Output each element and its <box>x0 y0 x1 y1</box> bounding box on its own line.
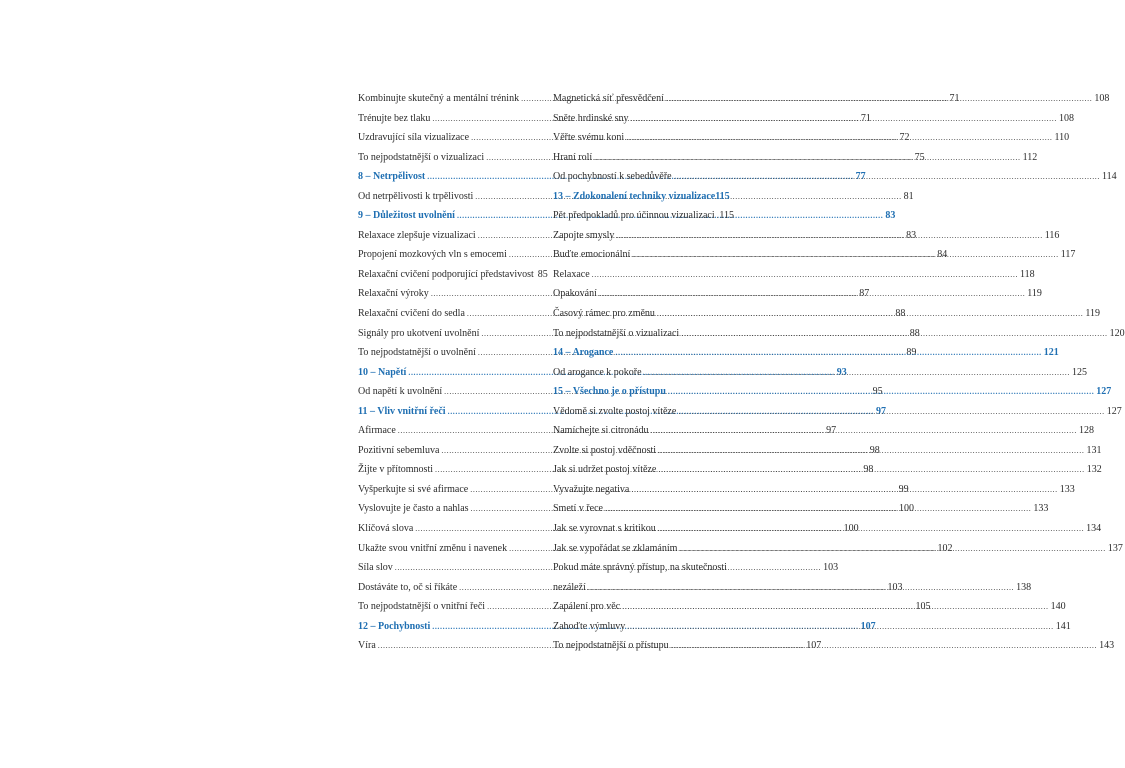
toc-entry-title: Magnetická síť přesvědčení <box>553 93 664 104</box>
toc-entry-title: Kombinujte skutečný a mentální trénink <box>358 93 520 104</box>
toc-page-number: 98 <box>869 444 880 456</box>
toc-page-number: 71 <box>949 93 960 104</box>
toc-page-number: 118 <box>1020 268 1035 280</box>
toc-entry <box>553 206 734 226</box>
toc-entry-title: 9 – Důležitost uvolnění <box>358 210 455 222</box>
toc-entry-title: Sněte hrdinské sny <box>553 112 629 124</box>
toc-page-number: 77 <box>855 171 866 183</box>
toc-entry-title: Jak si udržet postoj vítěze <box>553 464 657 476</box>
toc-page-number: 83 <box>906 229 917 241</box>
toc-page-number: 117 <box>1060 249 1076 261</box>
toc-entry-title: Opakování <box>553 288 597 300</box>
toc-dot-leader <box>631 480 1057 500</box>
toc-dot-leader <box>666 89 1092 109</box>
toc-page-number: 138 <box>1016 581 1032 593</box>
toc-entry-title: Od arogance k pokoře <box>553 366 642 378</box>
toc-page-number: 108 <box>1094 93 1110 104</box>
toc-entry-title: Relaxační cvičení do sedla <box>358 308 465 320</box>
toc-dot-leader <box>592 265 1018 285</box>
toc-page-number: 84 <box>937 249 948 261</box>
toc-page-number: 102 <box>937 542 953 554</box>
toc-entry-title: To nejpodstatnější o přístupu <box>553 640 669 652</box>
toc-dot-leader <box>678 402 1104 422</box>
toc-dot-leader <box>605 499 1031 519</box>
toc-dot-leader <box>627 617 1053 637</box>
toc-entry-title: Žijte v přítomnosti <box>358 464 433 476</box>
toc-dot-leader <box>651 421 1077 441</box>
toc-dot-leader <box>622 597 1048 617</box>
toc-page-number: 119 <box>1027 288 1042 300</box>
toc-entry <box>553 265 1035 285</box>
toc-entry-title: Relaxační výroky <box>358 288 429 300</box>
toc-dot-leader <box>588 578 1014 598</box>
toc-entry-title: Buďte emocionální <box>553 249 631 261</box>
toc-entry-title: Dostáváte to, oč si říkáte <box>358 581 458 593</box>
toc-dot-leader <box>615 343 1041 363</box>
toc-entry-title: Trénujte bez tlaku <box>358 112 431 124</box>
toc-page-number: 119 <box>1085 308 1100 320</box>
toc-entry-title: Ukažte svou vnitřní změnu i navenek <box>358 542 508 554</box>
toc-entry-title: To nejpodstatnější o vizualizaci <box>358 151 485 163</box>
toc-page-number: 107 <box>806 640 822 652</box>
toc-page-number: 88 <box>895 308 906 320</box>
toc-entry-title: Zapojte smysly <box>553 229 615 241</box>
toc-entry-title: Hraní rolí <box>553 151 593 163</box>
toc-page-number: 115 <box>719 210 734 222</box>
toc-page-number: 132 <box>1086 464 1102 476</box>
toc-entry-title: Pět předpokladů pro účinnou vizualizaci <box>553 210 715 222</box>
toc-page-number: 127 <box>1096 386 1112 398</box>
toc-entry-title: Smetí v řece <box>553 503 603 515</box>
toc-entry-title: 10 – Napětí <box>358 366 407 378</box>
toc-dot-leader <box>658 441 1084 461</box>
toc-entry-title: 15 – Všechno je o přístupu <box>553 386 666 398</box>
toc-entry-title: Časový rámec pro změnu <box>553 308 655 320</box>
toc-entry-title: Signály pro ukotvení uvolnění <box>358 327 480 339</box>
toc-page-number: 89 <box>906 347 917 359</box>
toc-page-number: 107 <box>860 620 876 632</box>
toc-page-number: 93 <box>836 366 847 378</box>
toc-entry-title: 11 – Vliv vnitřní řeči <box>358 405 446 417</box>
toc-dot-leader <box>657 304 1083 324</box>
toc-entry-title: Vyslovujte je často a nahlas <box>358 503 469 515</box>
toc-page-number: 121 <box>1043 347 1059 359</box>
toc-entry-title: 8 – Netrpělivost <box>358 171 426 183</box>
toc-entry-title: Zvolte si postoj vděčnosti <box>553 444 657 456</box>
toc-entry-title: 13 – Zdokonalení techniky vizualizace <box>553 190 716 202</box>
toc-entry-title: Relaxace <box>553 268 590 280</box>
toc-page-number: 83 <box>885 210 896 222</box>
toc-entry-title: Zapálení pro věc <box>553 601 621 613</box>
toc-entry-title: To nejpodstatnější o uvolnění <box>358 347 476 359</box>
toc-page-number: 125 <box>1071 366 1087 378</box>
toc-entry-title: Jak se vypořádat se zklamáním <box>553 542 678 554</box>
toc-entry <box>358 265 548 285</box>
toc-page-number: 103 <box>823 562 839 574</box>
toc-dot-leader <box>717 206 718 226</box>
toc-page-number: 134 <box>1086 523 1102 535</box>
toc-entry-title: Vyvažujte negativa <box>553 483 630 495</box>
toc-dot-leader <box>668 382 1094 402</box>
toc-page-number: 143 <box>1099 640 1115 652</box>
toc-page-number: 133 <box>1059 483 1075 495</box>
toc-dot-leader <box>616 226 1042 246</box>
toc-entry-title: To nejpodstatnější o vizualizaci <box>553 327 680 339</box>
toc-page-number: 97 <box>876 405 886 417</box>
toc-entry-title: Jak se vyrovnat s kritikou <box>553 523 656 535</box>
toc-entry-title: Zahoďte výmluvy <box>553 620 626 632</box>
toc-page-number: 114 <box>1102 171 1117 183</box>
toc-entry-title: Od netrpělivosti k trpělivosti <box>358 190 474 202</box>
toc-dot-leader <box>674 167 1100 187</box>
toc-entry-title: 12 – Pochybnosti <box>358 620 431 632</box>
toc-entry-title: Síla slov <box>358 562 393 574</box>
toc-page-number: 85 <box>537 268 548 280</box>
toc-dot-leader <box>644 363 1070 383</box>
toc-entry-title: Od pochybností k sebedůvěře <box>553 171 672 183</box>
toc-page-number: 133 <box>1033 503 1049 515</box>
toc-page-number: 97 <box>826 425 837 437</box>
toc-dot-leader <box>632 245 1058 265</box>
toc-dot-leader <box>626 128 1052 148</box>
toc-entry-title: Klíčová slova <box>358 523 414 535</box>
toc-dot-leader <box>658 519 1084 539</box>
toc-page-number: 71 <box>860 112 871 124</box>
toc-page-number: 100 <box>843 523 859 535</box>
toc-page-number: 128 <box>1078 425 1094 437</box>
toc-entry-title: 14 – Arogance <box>553 347 614 359</box>
toc-chapter-heading <box>553 187 734 207</box>
toc-dot-leader <box>599 284 1025 304</box>
toc-page-number: 120 <box>1109 327 1125 339</box>
toc-page-number: 100 <box>898 503 914 515</box>
toc-entry-title: Vědomě si zvolte postoj vítěze <box>553 405 677 417</box>
toc-entry-title: Relaxační cvičení podporující představivost <box>358 268 534 280</box>
toc-entry <box>553 558 734 578</box>
toc-page-number: 137 <box>1107 542 1123 554</box>
toc-entry-title: Propojení mozkových vln s emocemi <box>358 249 507 261</box>
toc-dot-leader <box>681 324 1107 344</box>
toc-page-number: 81 <box>903 190 914 202</box>
toc-page-number: 103 <box>887 581 903 593</box>
toc-entry-title: Pozitivní sebemluva <box>358 444 440 456</box>
toc-entry-title: Víra <box>358 640 376 652</box>
toc-page-number: 75 <box>914 151 925 163</box>
toc-page-number: 141 <box>1055 620 1071 632</box>
toc-page-number: 88 <box>909 327 920 339</box>
toc-page-number: 98 <box>863 464 874 476</box>
toc-page-number: 131 <box>1086 444 1102 456</box>
toc-entry-title: Věřte svému koni <box>553 132 625 144</box>
toc-entry-title: Od napětí k uvolnění <box>358 386 443 398</box>
toc-page-number: 116 <box>1044 229 1060 241</box>
toc-entry-title: Namíchejte si citronádu <box>553 425 649 437</box>
toc-entry-title: nezáleží <box>553 581 586 593</box>
toc-page-number: 110 <box>1054 132 1070 144</box>
toc-entry-title: Relaxace zlepšuje vizualizaci <box>358 229 476 241</box>
toc-dot-leader <box>594 148 1020 168</box>
toc-page-number: 72 <box>899 132 910 144</box>
toc-entry-title: To nejpodstatnější o vnitřní řeči <box>358 601 486 613</box>
toc-dot-leader <box>679 539 1105 559</box>
toc-page-number: 95 <box>872 386 883 398</box>
toc-page-number: 108 <box>1058 112 1074 124</box>
toc-entry-title: Vyšperkujte si své afirmace <box>358 483 469 495</box>
toc-page-number: 127 <box>1106 405 1122 417</box>
toc-page-number: 115 <box>715 190 730 202</box>
toc-page-number: 87 <box>859 288 870 300</box>
toc-page-number: 99 <box>898 483 909 495</box>
toc-page-number: 112 <box>1022 151 1038 163</box>
toc-dot-leader <box>658 460 1084 480</box>
toc-dot-leader <box>671 636 1097 656</box>
toc-page-number: 140 <box>1050 601 1066 613</box>
toc-page-number: 105 <box>915 601 931 613</box>
toc-entry-title: Pokud máte správný přístup, na skutečnosti <box>553 562 727 574</box>
toc-entry-title: Uzdravující síla vizualizace <box>358 132 470 144</box>
toc-dot-leader <box>631 109 1057 129</box>
toc-entry-title: Afirmace <box>358 425 396 437</box>
